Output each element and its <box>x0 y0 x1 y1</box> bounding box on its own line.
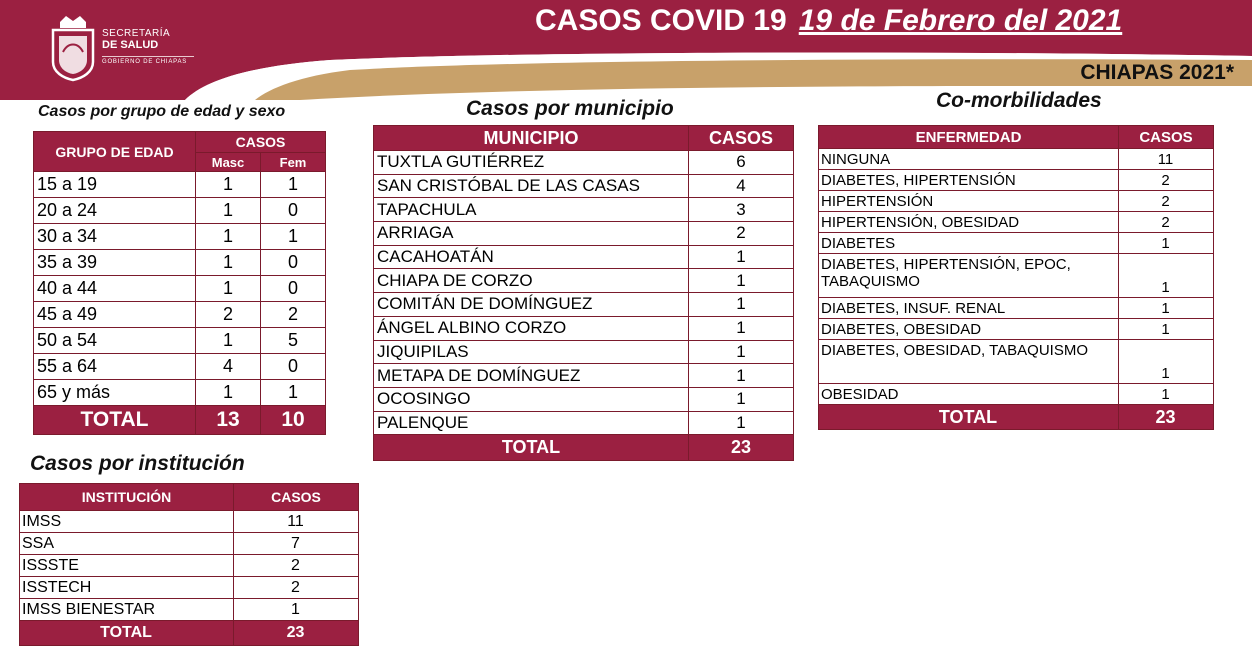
table-total-row <box>20 621 359 646</box>
table-row <box>34 250 326 276</box>
total-value: 23 <box>234 621 359 646</box>
table-row <box>374 222 794 246</box>
fem-cell: 0 <box>261 354 326 380</box>
age-group-cell: 50 a 54 <box>34 328 196 354</box>
total-masc: 13 <box>196 406 261 435</box>
section-title-edad: Casos por grupo de edad y sexo <box>38 103 286 120</box>
table-row <box>34 276 326 302</box>
age-group-cell: 35 a 39 <box>34 250 196 276</box>
age-group-cell: 65 y más <box>34 380 196 406</box>
municipio-name-cell: SAN CRISTÓBAL DE LAS CASAS <box>374 174 689 198</box>
table-row <box>20 511 359 533</box>
age-group-cell: 45 a 49 <box>34 302 196 328</box>
table-row <box>374 174 794 198</box>
table-row <box>34 198 326 224</box>
section-title-comorbilidades: Co-morbilidades <box>936 89 1102 112</box>
municipio-name-cell: OCOSINGO <box>374 387 689 411</box>
table-row <box>374 293 794 317</box>
table-row <box>374 245 794 269</box>
enfermedad-cell: HIPERTENSIÓN, OBESIDAD <box>819 212 1119 233</box>
table-row <box>20 533 359 555</box>
casos-cell: 4 <box>689 174 794 198</box>
casos-cell: 3 <box>689 198 794 222</box>
municipio-name-cell: JIQUIPILAS <box>374 340 689 364</box>
table-row <box>819 149 1214 170</box>
enfermedad-cell: HIPERTENSIÓN <box>819 191 1119 212</box>
total-value: 23 <box>689 435 794 461</box>
casos-cell: 1 <box>689 340 794 364</box>
section-title-municipio: Casos por municipio <box>466 97 674 120</box>
table-institucion <box>19 483 359 646</box>
casos-cell: 1 <box>1119 233 1214 254</box>
table-row <box>34 328 326 354</box>
table-row <box>819 233 1214 254</box>
table-row <box>374 269 794 293</box>
logo-line-2: DE SALUD <box>102 39 159 51</box>
casos-cell: 2 <box>689 222 794 246</box>
enfermedad-cell: DIABETES <box>819 233 1119 254</box>
casos-cell: 2 <box>1119 212 1214 233</box>
fem-cell: 0 <box>261 276 326 302</box>
table-row <box>819 191 1214 212</box>
total-label: TOTAL <box>819 405 1119 430</box>
table-row <box>819 212 1214 233</box>
table-row <box>374 151 794 175</box>
age-group-cell: 30 a 34 <box>34 224 196 250</box>
table-comorbilidades <box>818 125 1214 430</box>
col-casos: CASOS <box>196 132 326 153</box>
table-row <box>34 172 326 198</box>
enfermedad-cell: NINGUNA <box>819 149 1119 170</box>
table-row <box>34 354 326 380</box>
table-row <box>819 170 1214 191</box>
enfermedad-cell: DIABETES, HIPERTENSIÓN <box>819 170 1119 191</box>
header-banner <box>0 0 1252 100</box>
enfermedad-cell: DIABETES, HIPERTENSIÓN, EPOC, TABAQUISMO <box>819 254 1119 298</box>
municipio-name-cell: TUXTLA GUTIÉRREZ <box>374 151 689 175</box>
table-row <box>20 577 359 599</box>
masc-cell: 1 <box>196 328 261 354</box>
col-grupo-edad: GRUPO DE EDAD <box>34 132 196 172</box>
institucion-name-cell: IMSS <box>20 511 234 533</box>
casos-cell: 2 <box>1119 170 1214 191</box>
casos-cell: 1 <box>1119 340 1214 384</box>
logo-line-3: GOBIERNO DE CHIAPAS <box>102 56 194 65</box>
table-edad-sexo <box>33 131 326 435</box>
institucion-name-cell: ISSSTE <box>20 555 234 577</box>
casos-cell: 1 <box>689 387 794 411</box>
municipio-name-cell: ARRIAGA <box>374 222 689 246</box>
casos-cell: 2 <box>234 577 359 599</box>
casos-cell: 7 <box>234 533 359 555</box>
table-row <box>374 411 794 435</box>
casos-cell: 1 <box>689 364 794 388</box>
col-casos: CASOS <box>689 126 794 151</box>
enfermedad-cell: DIABETES, OBESIDAD, TABAQUISMO <box>819 340 1119 384</box>
masc-cell: 1 <box>196 380 261 406</box>
col-municipio: MUNICIPIO <box>374 126 689 151</box>
casos-cell: 1 <box>234 599 359 621</box>
masc-cell: 1 <box>196 172 261 198</box>
casos-cell: 1 <box>1119 319 1214 340</box>
enfermedad-cell: OBESIDAD <box>819 384 1119 405</box>
masc-cell: 1 <box>196 276 261 302</box>
col-enfermedad: ENFERMEDAD <box>819 126 1119 149</box>
municipio-name-cell: TAPACHULA <box>374 198 689 222</box>
casos-cell: 1 <box>1119 298 1214 319</box>
fem-cell: 0 <box>261 198 326 224</box>
casos-cell: 1 <box>689 293 794 317</box>
casos-cell: 11 <box>234 511 359 533</box>
casos-cell: 1 <box>689 316 794 340</box>
enfermedad-cell: DIABETES, OBESIDAD <box>819 319 1119 340</box>
logo-wordmark <box>102 28 194 65</box>
col-masc: Masc <box>196 153 261 172</box>
masc-cell: 1 <box>196 224 261 250</box>
col-casos: CASOS <box>234 484 359 511</box>
age-group-cell: 15 a 19 <box>34 172 196 198</box>
casos-cell: 2 <box>1119 191 1214 212</box>
table-row <box>20 555 359 577</box>
table-row <box>34 224 326 250</box>
total-label: TOTAL <box>20 621 234 646</box>
logo-line-1: SECRETARÍA <box>102 28 171 39</box>
table-row <box>374 340 794 364</box>
casos-cell: 11 <box>1119 149 1214 170</box>
table-row <box>374 387 794 411</box>
col-casos: CASOS <box>1119 126 1214 149</box>
municipio-name-cell: ÁNGEL ALBINO CORZO <box>374 316 689 340</box>
institucion-name-cell: SSA <box>20 533 234 555</box>
table-row <box>819 340 1214 384</box>
table-row <box>34 380 326 406</box>
total-value: 23 <box>1119 405 1214 430</box>
fem-cell: 1 <box>261 172 326 198</box>
table-total-row <box>34 406 326 435</box>
table-row <box>819 384 1214 405</box>
table-row <box>374 364 794 388</box>
age-group-cell: 40 a 44 <box>34 276 196 302</box>
title-text: CASOS COVID 19 <box>535 4 787 37</box>
fem-cell: 2 <box>261 302 326 328</box>
casos-cell: 6 <box>689 151 794 175</box>
fem-cell: 1 <box>261 380 326 406</box>
age-group-cell: 55 a 64 <box>34 354 196 380</box>
masc-cell: 2 <box>196 302 261 328</box>
col-institucion: INSTITUCIÓN <box>20 484 234 511</box>
table-row <box>819 254 1214 298</box>
casos-cell: 1 <box>689 269 794 293</box>
municipio-name-cell: METAPA DE DOMÍNGUEZ <box>374 364 689 388</box>
casos-cell: 1 <box>689 245 794 269</box>
section-title-institucion: Casos por institución <box>30 452 245 475</box>
col-fem: Fem <box>261 153 326 172</box>
table-row <box>374 198 794 222</box>
page-title <box>535 4 1122 38</box>
title-date: 19 de Febrero del 2021 <box>798 4 1123 37</box>
total-label: TOTAL <box>34 406 196 435</box>
age-group-cell: 20 a 24 <box>34 198 196 224</box>
table-municipio <box>373 125 794 461</box>
total-label: TOTAL <box>374 435 689 461</box>
institucion-name-cell: ISSTECH <box>20 577 234 599</box>
government-seal-icon <box>48 12 98 82</box>
municipio-name-cell: COMITÁN DE DOMÍNGUEZ <box>374 293 689 317</box>
table-total-row <box>819 405 1214 430</box>
masc-cell: 1 <box>196 198 261 224</box>
municipio-name-cell: PALENQUE <box>374 411 689 435</box>
enfermedad-cell: DIABETES, INSUF. RENAL <box>819 298 1119 319</box>
municipio-name-cell: CACAHOATÁN <box>374 245 689 269</box>
total-fem: 10 <box>261 406 326 435</box>
table-row <box>374 316 794 340</box>
table-row <box>819 298 1214 319</box>
municipio-name-cell: CHIAPA DE CORZO <box>374 269 689 293</box>
region-label: CHIAPAS 2021* <box>1080 61 1234 84</box>
casos-cell: 1 <box>1119 384 1214 405</box>
masc-cell: 1 <box>196 250 261 276</box>
casos-cell: 1 <box>689 411 794 435</box>
institucion-name-cell: IMSS BIENESTAR <box>20 599 234 621</box>
fem-cell: 1 <box>261 224 326 250</box>
casos-cell: 2 <box>234 555 359 577</box>
fem-cell: 0 <box>261 250 326 276</box>
fem-cell: 5 <box>261 328 326 354</box>
table-row <box>20 599 359 621</box>
casos-cell: 1 <box>1119 254 1214 298</box>
masc-cell: 4 <box>196 354 261 380</box>
table-total-row <box>374 435 794 461</box>
table-row <box>819 319 1214 340</box>
table-row <box>34 302 326 328</box>
